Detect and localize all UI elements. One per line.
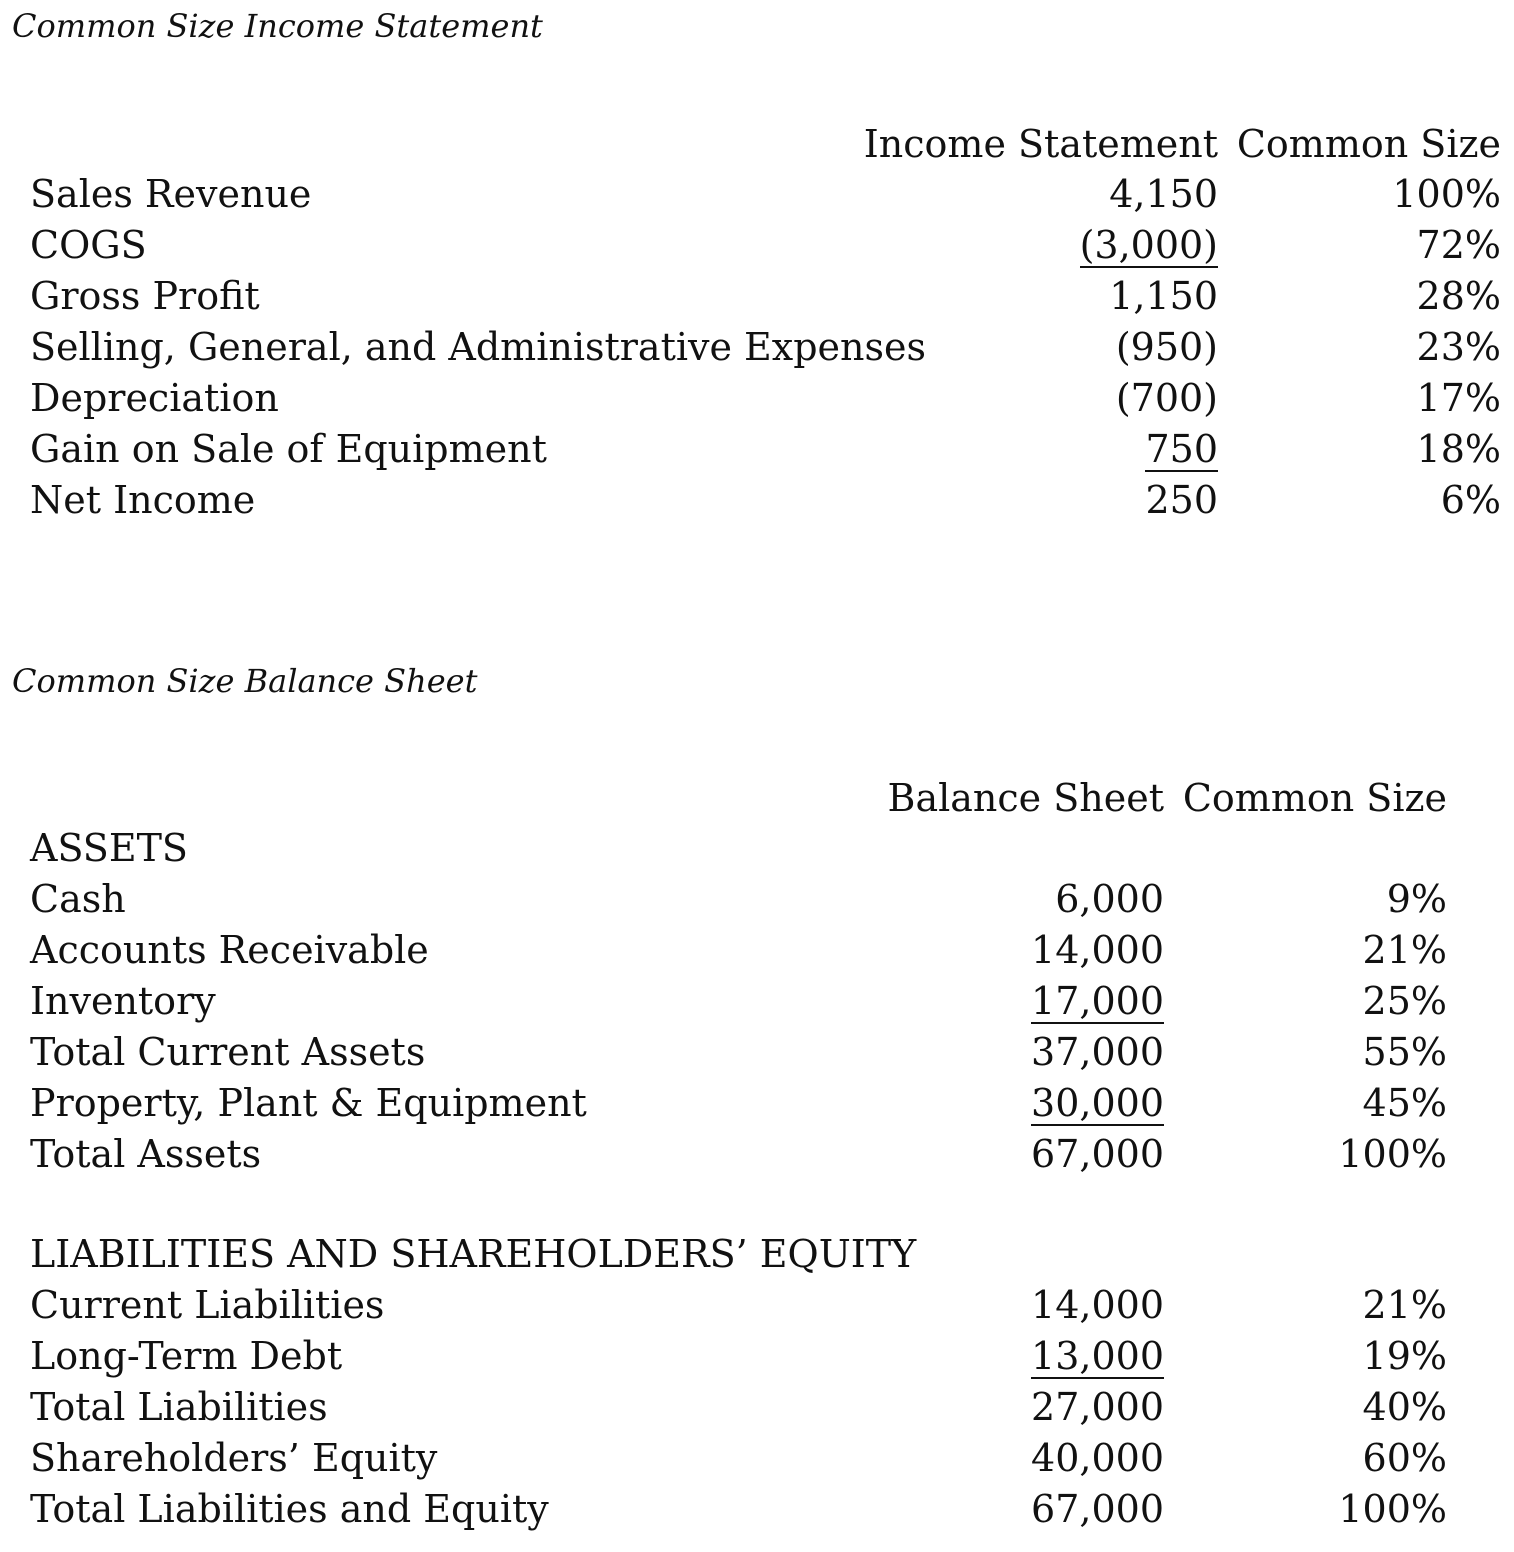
column-header-common-size: Common Size [1182, 776, 1447, 820]
row-label: Accounts Receivable [30, 928, 429, 972]
row-value: 17,000 [1031, 979, 1164, 1023]
table-row [30, 975, 1504, 1027]
row-label: Shareholders’ Equity [30, 1436, 438, 1480]
row-label: Total Liabilities and Equity [30, 1487, 549, 1531]
table-row [30, 1330, 1504, 1382]
row-value: 6,000 [1055, 877, 1164, 921]
row-label: COGS [30, 223, 147, 267]
table-row [30, 1279, 1504, 1331]
row-value: (950) [1115, 325, 1218, 369]
row-label: Long-Term Debt [30, 1334, 343, 1378]
row-percent: 6% [1440, 478, 1501, 522]
row-percent: 17% [1416, 376, 1501, 420]
column-header-common-size: Common Size [1236, 122, 1501, 166]
column-header-balance-sheet: Balance Sheet [887, 776, 1164, 820]
row-percent: 21% [1362, 1283, 1447, 1327]
row-percent: 25% [1362, 979, 1447, 1023]
row-value: 14,000 [1031, 1283, 1164, 1327]
row-percent: 45% [1362, 1081, 1447, 1125]
row-label: Cash [30, 877, 126, 921]
row-label: Total Current Assets [30, 1030, 426, 1074]
row-value: (700) [1115, 376, 1218, 420]
row-percent: 28% [1416, 274, 1501, 318]
table-row [30, 1381, 1504, 1433]
row-label: Selling, General, and Administrative Expenses [30, 325, 926, 369]
row-value: 37,000 [1031, 1030, 1164, 1074]
table-row [30, 924, 1504, 976]
balance-sheet-table [30, 772, 1504, 1542]
table-row [30, 1026, 1504, 1078]
section-heading-liabilities [30, 1228, 1504, 1280]
table-row [30, 1432, 1504, 1484]
row-percent: 9% [1386, 877, 1447, 921]
row-label: Gain on Sale of Equipment [30, 427, 547, 471]
row-label: Gross Profit [30, 274, 260, 318]
row-value: (3,000) [1079, 223, 1218, 267]
row-percent: 23% [1416, 325, 1501, 369]
row-value: 30,000 [1031, 1081, 1164, 1125]
table-row [30, 474, 1504, 526]
row-label: Property, Plant & Equipment [30, 1081, 587, 1125]
row-value: 67,000 [1031, 1487, 1164, 1531]
row-label: Sales Revenue [30, 172, 312, 216]
table-header [30, 118, 1504, 170]
row-percent: 18% [1416, 427, 1501, 471]
table-row [30, 321, 1504, 373]
liabilities-heading: LIABILITIES AND SHAREHOLDERS’ EQUITY [30, 1232, 917, 1276]
row-percent: 60% [1362, 1436, 1447, 1480]
row-value: 4,150 [1109, 172, 1218, 216]
row-percent: 72% [1416, 223, 1501, 267]
row-percent: 100% [1338, 1487, 1447, 1531]
assets-heading: ASSETS [30, 826, 188, 870]
income-statement-table [30, 118, 1504, 538]
row-label: Total Liabilities [30, 1385, 328, 1429]
row-value: 27,000 [1031, 1385, 1164, 1429]
table-row [30, 1483, 1504, 1535]
row-percent: 100% [1338, 1132, 1447, 1176]
table-row [30, 1077, 1504, 1129]
income-statement-title: Common Size Income Statement [12, 7, 543, 45]
row-value: 40,000 [1031, 1436, 1164, 1480]
row-value: 13,000 [1031, 1334, 1164, 1378]
table-row [30, 372, 1504, 424]
section-heading-assets [30, 822, 1504, 874]
table-row [30, 219, 1504, 271]
table-row [30, 270, 1504, 322]
row-label: Current Liabilities [30, 1283, 385, 1327]
row-label: Total Assets [30, 1132, 262, 1176]
row-percent: 55% [1362, 1030, 1447, 1074]
row-percent: 40% [1362, 1385, 1447, 1429]
row-value: 750 [1145, 427, 1218, 471]
column-header-income-statement: Income Statement [863, 122, 1218, 166]
row-value: 250 [1145, 478, 1218, 522]
table-header [30, 772, 1504, 824]
row-value: 14,000 [1031, 928, 1164, 972]
row-percent: 21% [1362, 928, 1447, 972]
row-label: Inventory [30, 979, 216, 1023]
table-row [30, 423, 1504, 475]
row-label: Depreciation [30, 376, 279, 420]
row-percent: 19% [1362, 1334, 1447, 1378]
table-row [30, 873, 1504, 925]
row-label: Net Income [30, 478, 256, 522]
row-value: 1,150 [1109, 274, 1218, 318]
row-value: 67,000 [1031, 1132, 1164, 1176]
table-row [30, 1128, 1504, 1180]
balance-sheet-title: Common Size Balance Sheet [12, 662, 478, 700]
table-row [30, 168, 1504, 220]
row-percent: 100% [1392, 172, 1501, 216]
